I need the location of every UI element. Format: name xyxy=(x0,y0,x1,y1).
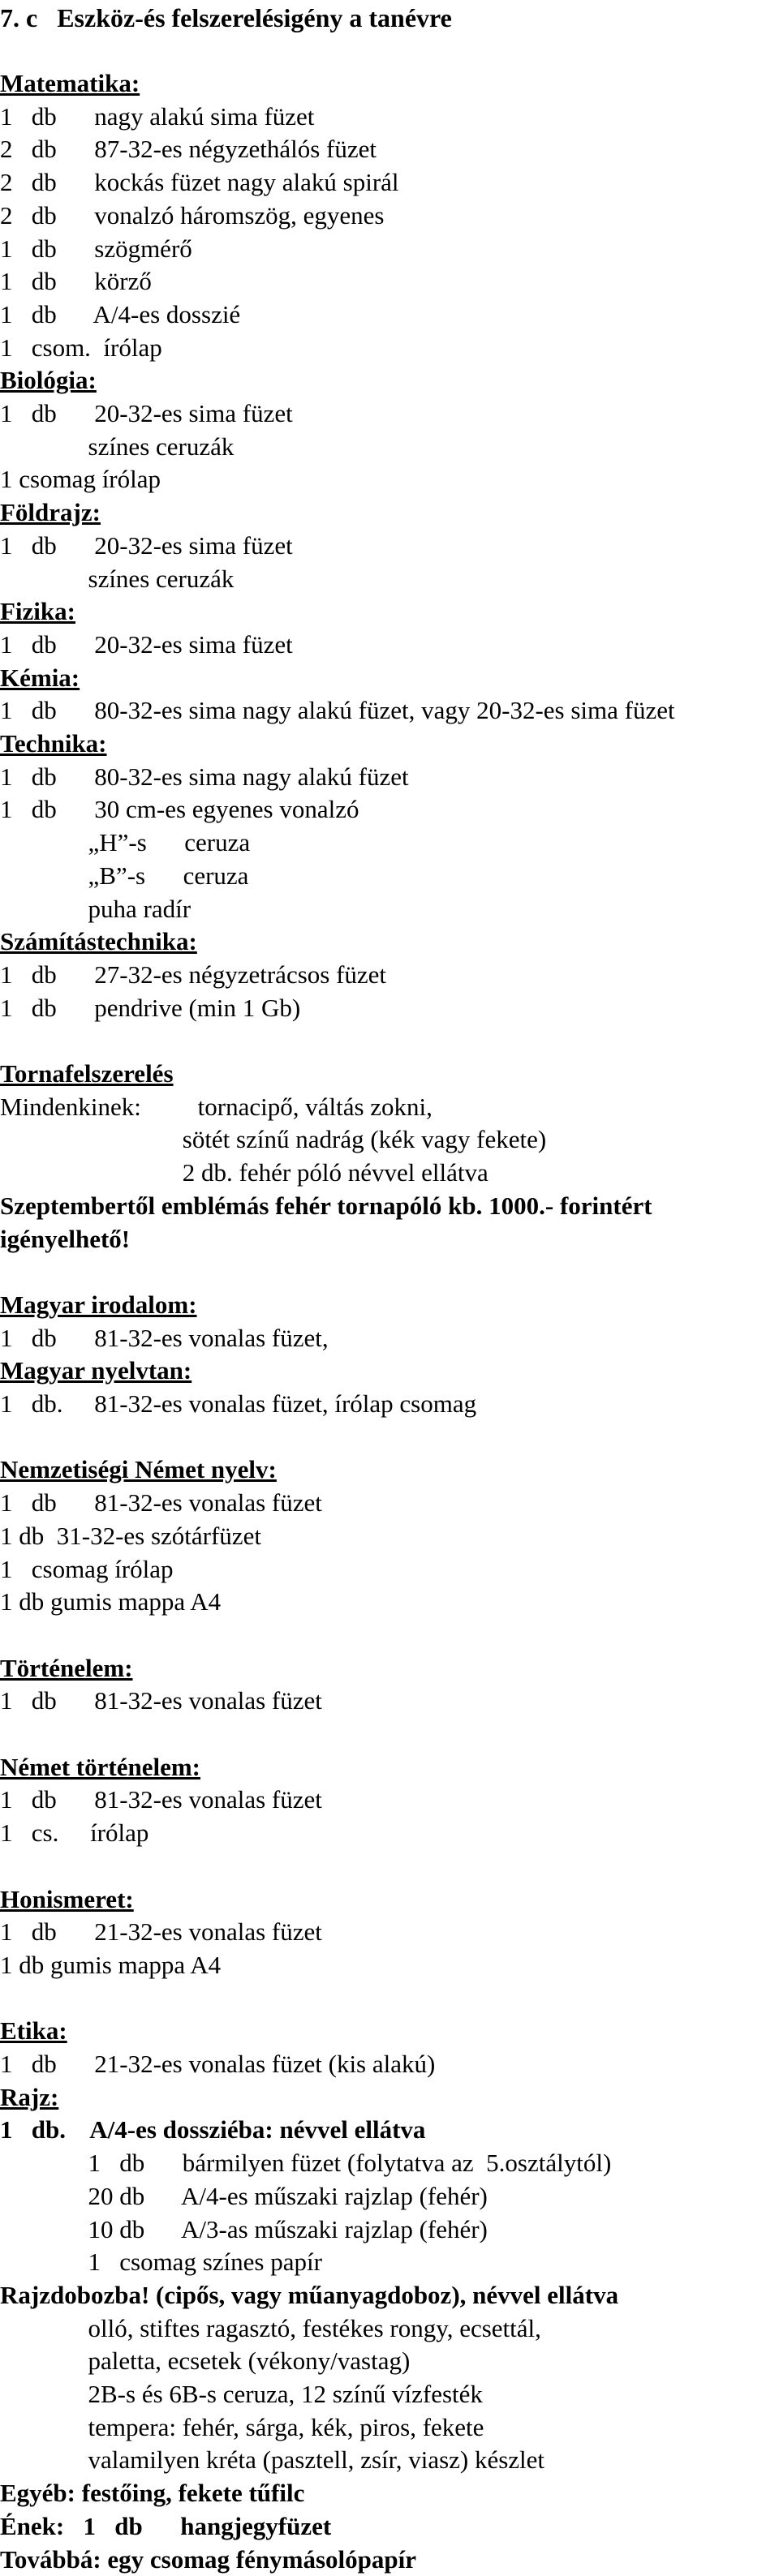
section-heading: Számítástechnika: xyxy=(0,927,197,955)
bold-note: igényelhető! xyxy=(0,1225,131,1253)
list-item: paletta, ecsetek (vékony/vastag) xyxy=(0,2346,411,2375)
list-item: 2 db 87-32-es négyzethálós füzet xyxy=(0,135,377,163)
list-item: 20 db A/4-es műszaki rajzlap (fehér) xyxy=(0,2182,488,2210)
bold-note: Egyéb: festőing, fekete tűfilc xyxy=(0,2479,305,2507)
section-heading: Nemzetiségi Német nyelv: xyxy=(0,1455,277,1483)
section-heading: Honismeret: xyxy=(0,1885,134,1913)
section-heading: Technika: xyxy=(0,729,107,758)
list-item: 1 db gumis mappa A4 xyxy=(0,1587,222,1616)
section-heading: Tornafelszerelés xyxy=(0,1059,174,1088)
list-item: „H”-s ceruza xyxy=(0,828,251,857)
list-item: 1 db nagy alakú sima füzet xyxy=(0,102,315,131)
list-item: 1 db gumis mappa A4 xyxy=(0,1951,222,1979)
list-item: 1 db 30 cm-es egyenes vonalzó xyxy=(0,795,359,823)
list-item: 1 db 20-32-es sima füzet xyxy=(0,630,293,659)
list-item: 1 db körző xyxy=(0,267,152,295)
bold-note: 1 db. A/4-es dossziéba: névvel ellátva xyxy=(0,2115,426,2144)
list-item: tempera: fehér, sárga, kék, piros, fekete xyxy=(0,2413,484,2441)
page-title: 7. c Eszköz-és felszerelésigény a tanévre xyxy=(0,3,452,32)
section-heading: Földrajz: xyxy=(0,498,101,526)
list-item: valamilyen kréta (pasztell, zsír, viasz) készlet xyxy=(0,2445,545,2474)
list-item: színes ceruzák xyxy=(0,432,235,461)
list-item: 1 csom. írólap xyxy=(0,333,162,362)
section-heading: Kémia: xyxy=(0,663,80,692)
list-item: „B”-s ceruza xyxy=(0,861,249,890)
bold-note: Ének: 1 db hangjegyfüzet xyxy=(0,2512,332,2540)
section-heading: Rajz: xyxy=(0,2083,59,2111)
list-item: 1 db 80-32-es sima nagy alakú füzet, vagy 20-32-es sima füzet xyxy=(0,696,675,724)
list-item: 1 db 81-32-es vonalas füzet xyxy=(0,1686,322,1715)
list-item: 1 db 21-32-es vonalas füzet xyxy=(0,1917,322,1946)
list-item: 1 db 81-32-es vonalas füzet, xyxy=(0,1324,329,1352)
bold-note: Szeptembertől emblémás fehér tornapóló kb. 1000.- forintért xyxy=(0,1191,652,1220)
bold-note: Továbbá: egy csomag fénymásolópapír xyxy=(0,2545,416,2574)
list-item: 1 csomag színes papír xyxy=(0,2248,322,2276)
list-item: 2 db kockás füzet nagy alakú spirál xyxy=(0,168,399,196)
list-item: 1 db 20-32-es sima füzet xyxy=(0,531,293,560)
list-item: 1 csomag írólap xyxy=(0,465,161,493)
list-item: 1 db 21-32-es vonalas füzet (kis alakú) xyxy=(0,2050,436,2078)
section-heading: Matematika: xyxy=(0,69,140,97)
section-heading: Magyar nyelvtan: xyxy=(0,1356,192,1385)
list-item: 1 db 80-32-es sima nagy alakú füzet xyxy=(0,762,409,791)
list-item: 1 db. 81-32-es vonalas füzet, írólap csomag xyxy=(0,1389,477,1418)
section-heading: Fizika: xyxy=(0,597,75,625)
list-item: 2 db. fehér póló névvel ellátva xyxy=(0,1158,488,1187)
list-item: 1 db 27-32-es négyzetrácsos füzet xyxy=(0,960,387,989)
list-item: 1 db bármilyen füzet (folytatva az 5.osztálytól) xyxy=(0,2149,612,2177)
section-heading: Német történelem: xyxy=(0,1753,200,1781)
list-item: olló, stiftes ragasztó, festékes rongy, ecsettál, xyxy=(0,2314,541,2342)
list-item: sötét színű nadrág (kék vagy fekete) xyxy=(0,1125,547,1153)
list-item: 1 db 81-32-es vonalas füzet xyxy=(0,1785,322,1814)
section-heading: Etika: xyxy=(0,2016,67,2045)
list-item: Mindenkinek: tornacipő, váltás zokni, xyxy=(0,1093,433,1121)
section-heading: Történelem: xyxy=(0,1654,133,1682)
list-item: 1 db pendrive (min 1 Gb) xyxy=(0,994,301,1022)
list-item: 1 db 31-32-es szótárfüzet xyxy=(0,1522,261,1550)
list-item: 2B-s és 6B-s ceruza, 12 színű vízfesték xyxy=(0,2380,483,2408)
list-item: 1 cs. írólap xyxy=(0,1818,149,1847)
list-item: 1 db 20-32-es sima füzet xyxy=(0,399,293,427)
list-item: 10 db A/3-as műszaki rajzlap (fehér) xyxy=(0,2215,488,2243)
section-heading: Magyar irodalom: xyxy=(0,1290,197,1319)
list-item: 1 db 81-32-es vonalas füzet xyxy=(0,1488,322,1517)
section-heading: Biológia: xyxy=(0,366,97,394)
list-item: 1 db szögmérő xyxy=(0,234,192,263)
bold-note: Rajzdobozba! (cipős, vagy műanyagdoboz), névvel ellátva xyxy=(0,2281,619,2309)
list-item: 1 csomag írólap xyxy=(0,1555,174,1583)
list-item: 1 db A/4-es dosszié xyxy=(0,300,241,328)
list-item: színes ceruzák xyxy=(0,565,235,593)
list-item: 2 db vonalzó háromszög, egyenes xyxy=(0,201,385,230)
list-item: puha radír xyxy=(0,895,192,923)
